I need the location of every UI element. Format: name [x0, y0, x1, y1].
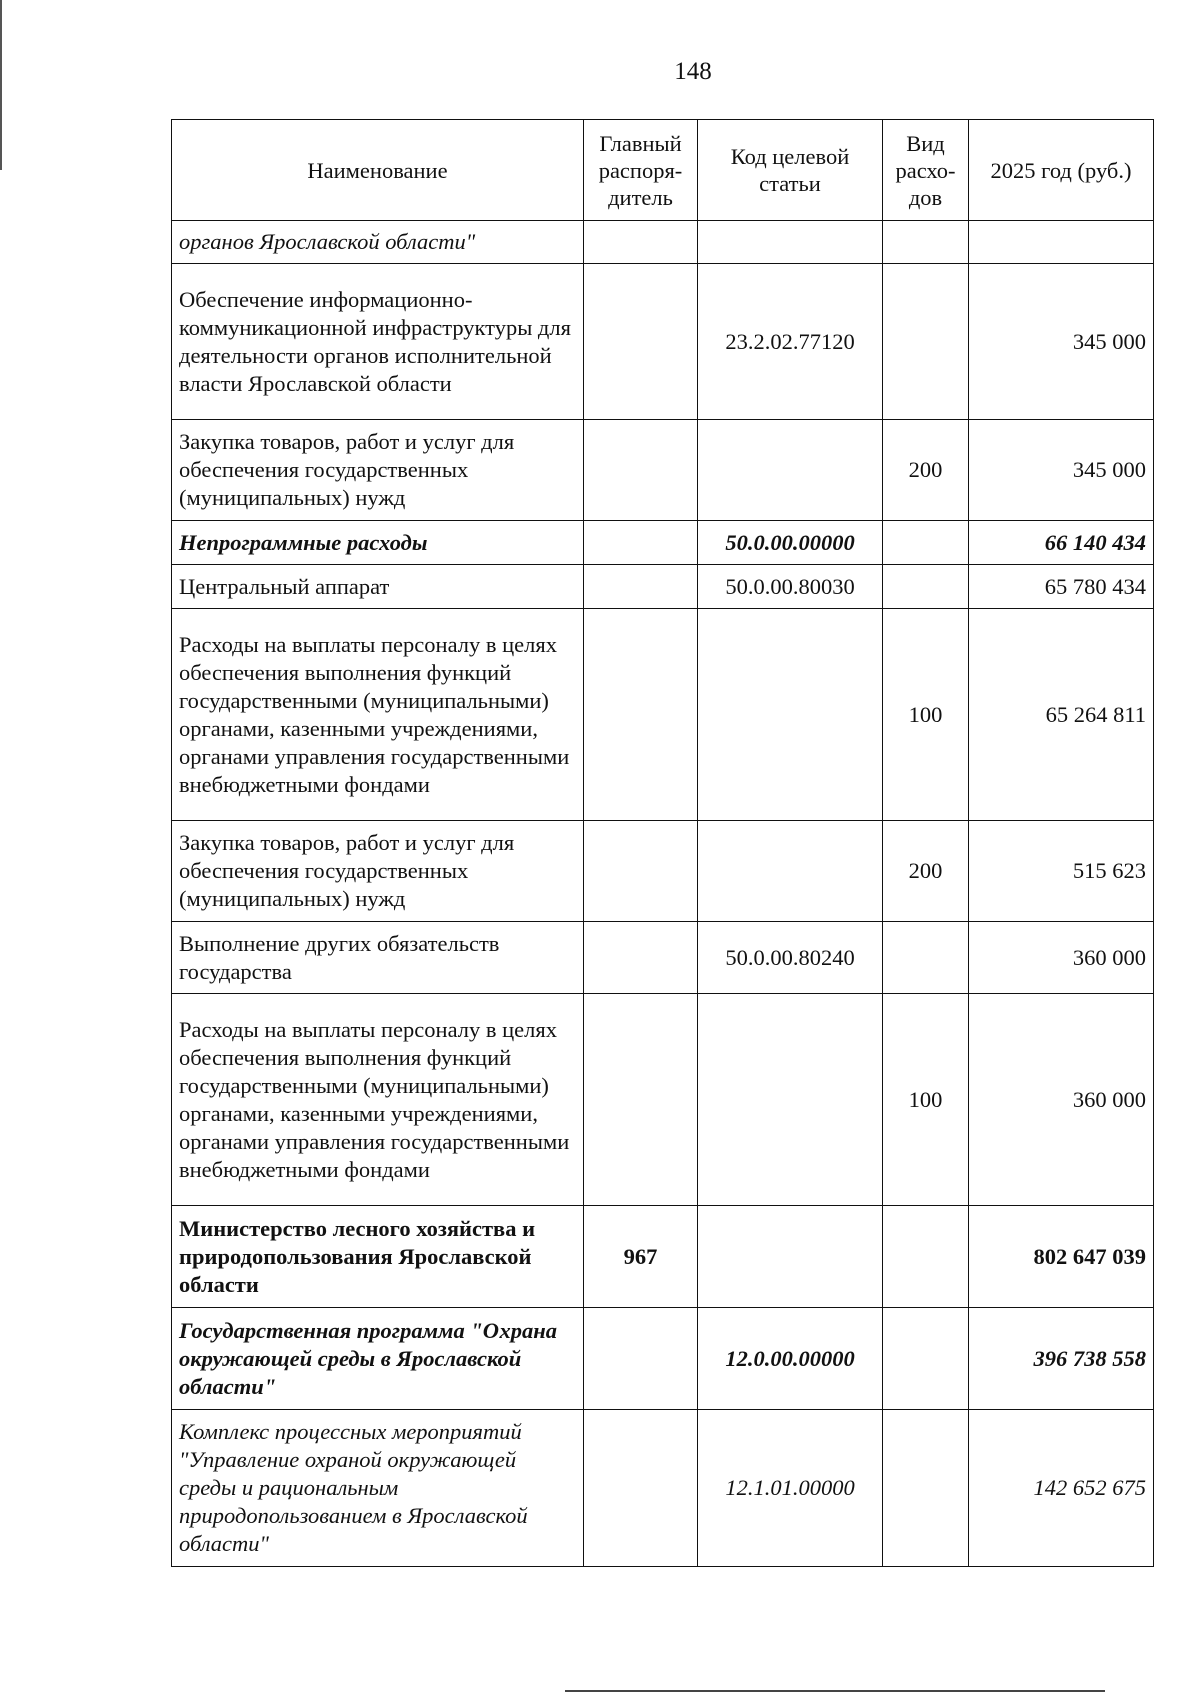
- row-name: Комплекс процессных мероприятий "Управление охраной окружающей среды и рациональным природопользованием в Ярославской области": [172, 1410, 584, 1567]
- row-amount: 65 264 811: [969, 609, 1154, 821]
- row-expense-type: 200: [883, 420, 969, 521]
- row-expense-type: [883, 264, 969, 420]
- table-row: [172, 1410, 1154, 1567]
- row-expense-type: [883, 922, 969, 994]
- row-target-code: [698, 609, 883, 821]
- header-main-manager: Главный распоря-дитель: [584, 120, 698, 221]
- row-target-code: 12.1.01.00000: [698, 1410, 883, 1567]
- table-row: [172, 1308, 1154, 1410]
- row-name: Выполнение других обязательств государства: [172, 922, 584, 994]
- row-main-manager: [584, 1410, 698, 1567]
- header-year-2025: 2025 год (руб.): [969, 120, 1154, 221]
- table-row: [172, 922, 1154, 994]
- row-amount: 360 000: [969, 922, 1154, 994]
- row-target-code: [698, 1206, 883, 1308]
- row-amount: 345 000: [969, 264, 1154, 420]
- row-name: Расходы на выплаты персоналу в целях обеспечения выполнения функций государственными (муниципальными) органами, казенными учреждениями, органами управления государственными внебюджетными фондами: [172, 609, 584, 821]
- row-target-code: 50.0.00.80030: [698, 565, 883, 609]
- row-name: Центральный аппарат: [172, 565, 584, 609]
- row-amount: [969, 221, 1154, 264]
- row-expense-type: [883, 221, 969, 264]
- row-main-manager: [584, 565, 698, 609]
- row-name: Государственная программа "Охрана окружающей среды в Ярославской области": [172, 1308, 584, 1410]
- row-expense-type: 200: [883, 821, 969, 922]
- row-name: Закупка товаров, работ и услуг для обеспечения государственных (муниципальных) нужд: [172, 420, 584, 521]
- row-expense-type: [883, 1206, 969, 1308]
- table-row: [172, 1206, 1154, 1308]
- header-name: Наименование: [172, 120, 584, 221]
- row-main-manager: [584, 420, 698, 521]
- row-name: Закупка товаров, работ и услуг для обеспечения государственных (муниципальных) нужд: [172, 821, 584, 922]
- row-amount: 360 000: [969, 994, 1154, 1206]
- row-expense-type: 100: [883, 994, 969, 1206]
- table-row: [172, 609, 1154, 821]
- table-row: [172, 221, 1154, 264]
- row-name: Обеспечение информационно-коммуникационной инфраструктуры для деятельности органов исполнительной власти Ярославской области: [172, 264, 584, 420]
- row-amount: 345 000: [969, 420, 1154, 521]
- row-main-manager: [584, 821, 698, 922]
- header-expense-type: Вид расхо-дов: [883, 120, 969, 221]
- table-row: [172, 521, 1154, 565]
- row-main-manager: [584, 609, 698, 821]
- table-header-row: [172, 120, 1154, 221]
- table-row: [172, 565, 1154, 609]
- row-name: Непрограммные расходы: [172, 521, 584, 565]
- row-main-manager: 967: [584, 1206, 698, 1308]
- row-amount: 396 738 558: [969, 1308, 1154, 1410]
- row-name: Расходы на выплаты персоналу в целях обеспечения выполнения функций государственными (муниципальными) органами, казенными учреждениями, органами управления государственными внебюджетными фондами: [172, 994, 584, 1206]
- row-main-manager: [584, 922, 698, 994]
- row-expense-type: 100: [883, 609, 969, 821]
- row-target-code: [698, 221, 883, 264]
- row-target-code: 12.0.00.00000: [698, 1308, 883, 1410]
- table-row: [172, 264, 1154, 420]
- row-target-code: [698, 420, 883, 521]
- row-target-code: [698, 821, 883, 922]
- row-expense-type: [883, 521, 969, 565]
- row-main-manager: [584, 1308, 698, 1410]
- row-expense-type: [883, 565, 969, 609]
- row-main-manager: [584, 521, 698, 565]
- page-number: 148: [674, 58, 712, 85]
- table-row: [172, 994, 1154, 1206]
- row-main-manager: [584, 994, 698, 1206]
- row-name: Министерство лесного хозяйства и природопользования Ярославской области: [172, 1206, 584, 1308]
- row-expense-type: [883, 1308, 969, 1410]
- row-target-code: 23.2.02.77120: [698, 264, 883, 420]
- bottom-rule: [565, 1690, 1105, 1692]
- row-name: органов Ярославской области": [172, 221, 584, 264]
- row-amount: 142 652 675: [969, 1410, 1154, 1567]
- row-amount: 515 623: [969, 821, 1154, 922]
- row-main-manager: [584, 221, 698, 264]
- row-amount: 65 780 434: [969, 565, 1154, 609]
- table-row: [172, 821, 1154, 922]
- row-target-code: 50.0.00.80240: [698, 922, 883, 994]
- row-amount: 66 140 434: [969, 521, 1154, 565]
- header-target-code: Код целевой статьи: [698, 120, 883, 221]
- row-amount: 802 647 039: [969, 1206, 1154, 1308]
- row-target-code: [698, 994, 883, 1206]
- row-expense-type: [883, 1410, 969, 1567]
- budget-table: [171, 119, 1154, 1567]
- table-row: [172, 420, 1154, 521]
- row-target-code: 50.0.00.00000: [698, 521, 883, 565]
- row-main-manager: [584, 264, 698, 420]
